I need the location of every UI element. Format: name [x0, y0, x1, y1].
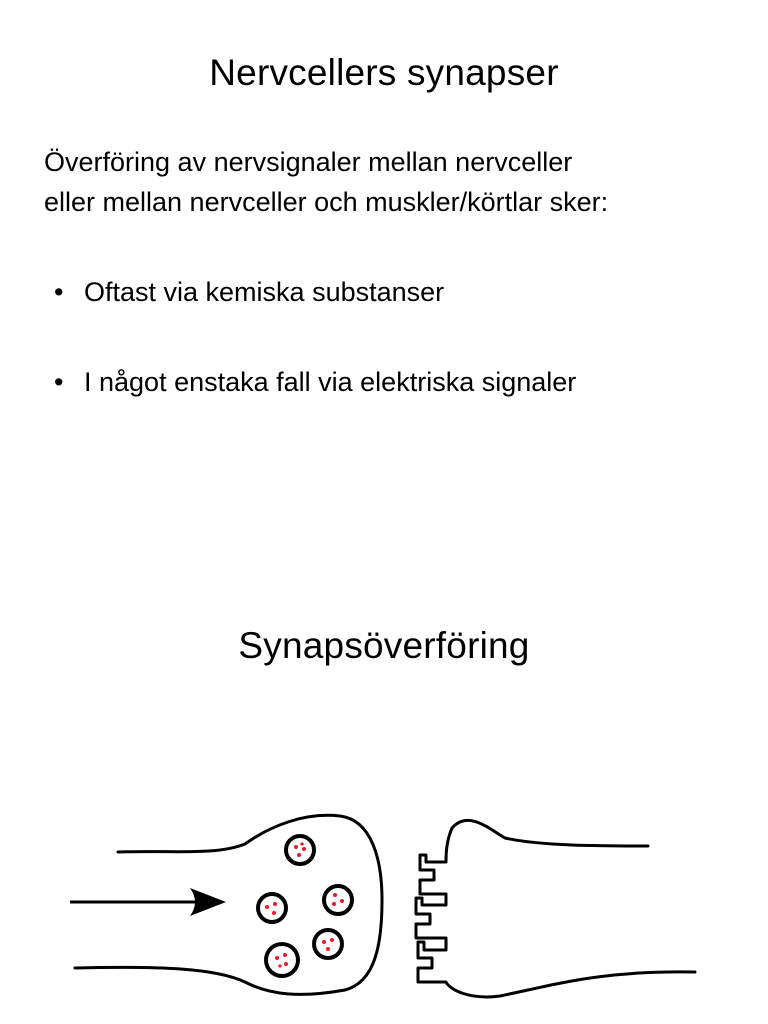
bullet-text-chemical: Oftast via kemiska substanser [84, 277, 445, 307]
slide-title-synapser: Nervcellers synapser [209, 52, 559, 93]
postsynaptic-membrane [416, 820, 695, 997]
intro-text [44, 142, 744, 222]
synapse-diagram [0, 790, 768, 1024]
bullet-item-chemical [50, 272, 750, 312]
vesicle-icon [266, 944, 298, 976]
vesicle-icon [314, 930, 342, 958]
vesicle-icon [286, 836, 314, 864]
bullet-dot-icon: • [54, 277, 64, 307]
bullet-list [50, 272, 750, 402]
bullet-dot-icon: • [54, 367, 64, 397]
intro-line-1: Överföring av nervsignaler mellan nervceller [44, 147, 573, 177]
arrow-icon [70, 888, 226, 916]
slide-title-synapsoverforing: Synapsöverföring [238, 625, 530, 666]
intro-line-2: eller mellan nervceller och muskler/körtlar sker: [44, 187, 609, 217]
bullet-text-electrical: I något enstaka fall via elektriska signaler [84, 367, 577, 397]
bullet-item-electrical [50, 362, 750, 402]
vesicle-icon [258, 894, 286, 922]
vesicle-icon [324, 886, 352, 914]
